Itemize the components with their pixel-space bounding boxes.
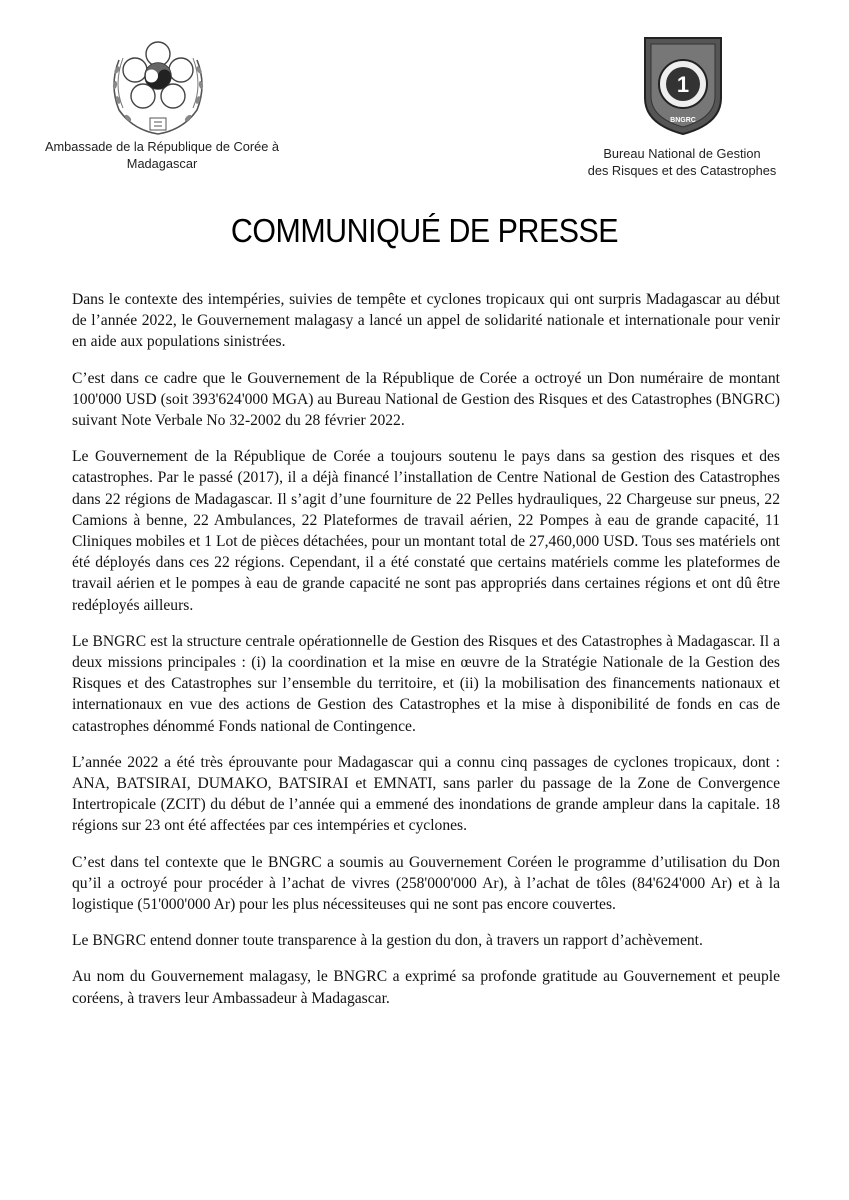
bngrc-name: [572, 145, 792, 179]
paragraph-gratitude: Au nom du Gouvernement malagasy, le BNGRC a exprimé sa profonde gratitude au Gouvernement et peuple coréens, à travers leur Ambassadeur à Madagascar.: [72, 968, 780, 1007]
bngrc-logo-icon: [643, 36, 723, 136]
paragraph-cyclones-2022: L’année 2022 a été très éprouvante pour Madagascar qui a connu cinq passages de cyclones tropicaux, dont : ANA, BATSIRAI, DUMAKO, BATSIRAI et EMNATI, sans parler du passage de la Zone de Convergence Intertropicale (ZCIT) du début de l’année qui a emmené des inondations de grande ampleur dans la capitale. 18 régions sur 23 ont été affectées par ces intempéries et cyclones.: [72, 753, 780, 835]
paragraph-transparency: Le BNGRC entend donner toute transparence à la gestion du don, à travers un rapport d’achèvement.: [72, 932, 703, 950]
korea-embassy-emblem-icon: [103, 30, 213, 138]
paragraph-donation-usage: C’est dans tel contexte que le BNGRC a soumis au Gouvernement Coréen le programme d’utilisation du Don qu’il a octroyé pour procéder à l’achat de vivres (258'000'000 Ar), à l’achat de tôles (84'624'000 Ar) et à la logistique (51'000'000 Ar) pour les plus nécessiteuses qui ne sont pas encore couvertes.: [72, 853, 780, 914]
bngrc-name-line1: Bureau National de Gestion: [603, 146, 761, 161]
paragraph-bngrc-missions: Le BNGRC est la structure centrale opérationnelle de Gestion des Risques et des Catastrophes à Madagascar. Il a deux missions principales : (i) la coordination et la mise en œuvre de la Stratégie Nationale de la Gestion des Risques et des Catastrophes sur l’ensemble du territoire, et (ii) la mobilisation des financements nationaux et internationaux en vue des actions de Gestion des Catastrophes et la mise à disponibilité de fonds en cas de catastrophes dénommé Fonds national de Contingence.: [72, 632, 780, 735]
paragraph-past-support: Le Gouvernement de la République de Corée a toujours soutenu le pays dans sa gestion des risques et des catastrophes. Par le passé (2017), il a déjà financé l’installation de Centre National de Gestion des Catastrophes dans 22 régions de Madagascar. Il s’agit d’une fourniture de 22 Pelles hydrauliques, 22 Chargeuse sur pneus, 22 Camions à benne, 22 Ambulances, 22 Plateformes de travail aérien, 22 Pompes à eau de grande capacité, 11 Cliniques mobiles et 1 Lot de pièces détachées, pour un montant total de 27,460,000 USD. Tous ses matériels ont été déployés dans ces 22 régions. Cependant, il a été constaté que certains matériels comme les plateformes de travail aérien et le pompes à eau de grande capacité ne sont pas appropriés dans certaines régions et ont dû être redéployés ailleurs.: [72, 448, 780, 614]
press-release-body: [72, 289, 780, 1024]
bngrc-logo-text: BNGRC: [670, 117, 696, 124]
bngrc-logo-number: 1: [676, 72, 690, 97]
paragraph-donation: C’est dans ce cadre que le Gouvernement de la République de Corée a octroyé un Don numéraire de montant 100'000 USD (soit 393'624'000 MGA) au Bureau National de Gestion des Risques et des Catastrophes (BNGRC) suivant Note Verbale No 32-2002 du 28 février 2022.: [72, 369, 780, 430]
page-title: COMMUNIQUÉ DE PRESSE: [230, 212, 619, 249]
bngrc-name-line2: des Risques et des Catastrophes: [587, 163, 777, 178]
paragraph-context: Dans le contexte des intempéries, suivies de tempête et cyclones tropicaux qui ont surpris Madagascar au début de l’année 2022, le Gouvernement malagasy a lancé un appel de solidarité nationale et internationale pour venir en aide aux populations sinistrées.: [72, 291, 780, 351]
embassy-name: Ambassade de la République de Corée à Madagascar: [44, 139, 280, 171]
